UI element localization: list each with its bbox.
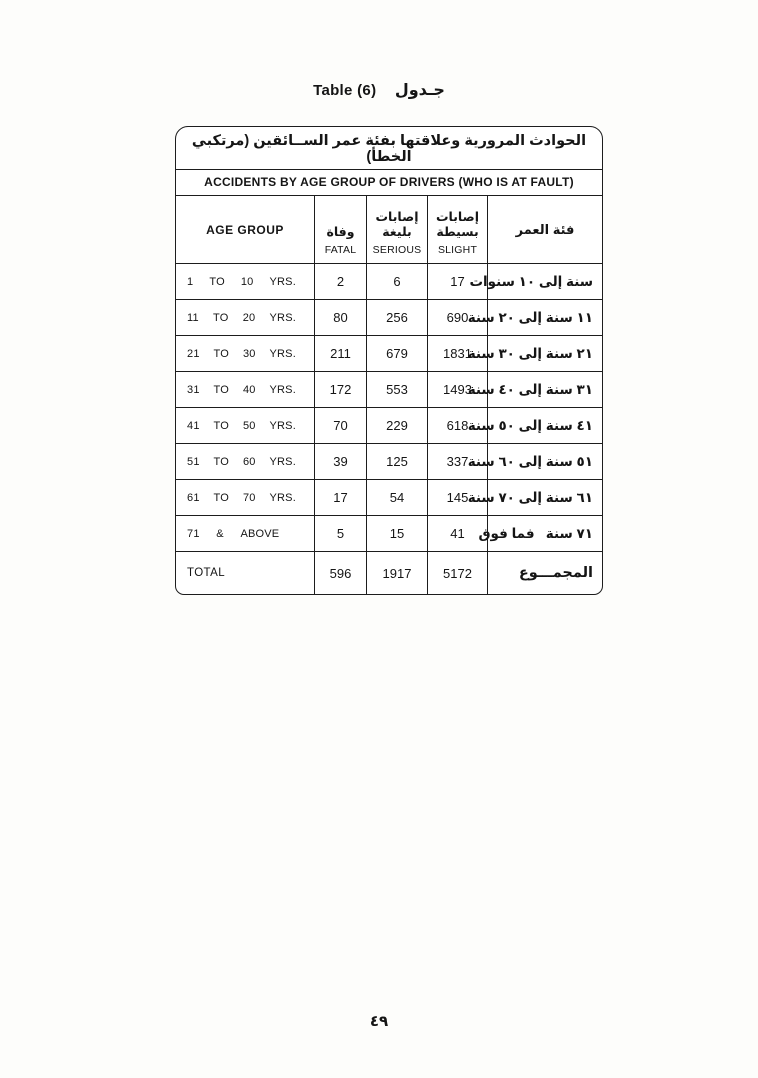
slight-cell: 690: [428, 300, 488, 335]
serious-cell: 679: [367, 336, 428, 371]
age-suffix: YRS.: [269, 455, 296, 468]
age-from: 21: [187, 347, 200, 360]
table-row: [176, 371, 602, 407]
age-to: 60: [242, 455, 256, 468]
age-from: 11: [187, 311, 199, 324]
table-title-english: ACCIDENTS BY AGE GROUP OF DRIVERS (WHO IS AT FAULT): [176, 170, 602, 196]
age-from: 41: [187, 419, 200, 432]
age-to: 10: [240, 275, 254, 288]
accidents-by-age-table: [175, 126, 603, 595]
header-serious-arabic: إصابات بليغة: [375, 209, 419, 240]
age-arabic-cell: ١١ سنة إلى ٢٠ سنة: [467, 309, 593, 325]
age-to-word: TO: [209, 275, 225, 288]
age-from: 71: [187, 527, 200, 540]
age-to: 30: [242, 347, 256, 360]
header-age-category-arabic: فئة العمر: [515, 221, 575, 237]
age-to-word: TO: [213, 311, 229, 324]
header-slight-arabic: إصابات بسيطة: [435, 209, 479, 240]
total-fatal-cell: 596: [315, 552, 367, 594]
fatal-cell: 172: [315, 372, 367, 407]
age-from: 31: [187, 383, 200, 396]
age-suffix: YRS.: [269, 311, 296, 324]
table-row: [176, 263, 602, 299]
age-to-word: TO: [213, 419, 230, 432]
fatal-cell: 5: [315, 516, 367, 551]
age-to: 20: [242, 311, 256, 324]
total-label: TOTAL: [176, 552, 315, 594]
table-row: [176, 515, 602, 551]
age-arabic-cell: ٦١ سنة إلى ٧٠ سنة: [467, 489, 593, 505]
table-title-arabic: الحوادث المرورية وعلاقتها بفئة عمر الســائقين (مرتكبي الخطأ): [176, 127, 602, 170]
serious-cell: 256: [367, 300, 428, 335]
table-total-row: [176, 551, 602, 594]
age-to: 50: [242, 419, 256, 432]
header-serious-english: SERIOUS: [372, 244, 422, 256]
page-title: [0, 80, 758, 100]
age-group-cell: [176, 264, 315, 299]
fatal-cell: 2: [315, 264, 367, 299]
header-fatal-arabic: وفاة: [326, 225, 355, 240]
serious-cell: 229: [367, 408, 428, 443]
age-to: 70: [242, 491, 256, 504]
age-from: 61: [187, 491, 200, 504]
header-fatal: [315, 196, 367, 263]
age-suffix: YRS.: [269, 383, 296, 396]
table-row: [176, 299, 602, 335]
slight-cell: 618: [428, 408, 488, 443]
fatal-cell: 80: [315, 300, 367, 335]
table-row: [176, 443, 602, 479]
age-group-cell: [176, 336, 315, 371]
age-group-cell: [176, 408, 315, 443]
slight-cell: 17: [428, 264, 488, 299]
serious-cell: 6: [367, 264, 428, 299]
age-group-cell: [176, 516, 315, 551]
age-arabic-cell: ٢١ سنة إلى ٣٠ سنة: [467, 345, 593, 361]
age-suffix: YRS.: [269, 275, 296, 288]
serious-cell: 15: [367, 516, 428, 551]
header-slight-english: SLIGHT: [437, 244, 478, 256]
total-serious-cell: 1917: [367, 552, 428, 594]
header-age-group: AGE GROUP: [176, 196, 315, 263]
age-suffix: YRS.: [269, 491, 296, 504]
table-header-row: [176, 196, 602, 263]
age-group-cell: [176, 444, 315, 479]
age-arabic-cell: ٤١ سنة إلى ٥٠ سنة: [467, 417, 593, 433]
table-row: [176, 479, 602, 515]
table-number-arabic: جـدول: [394, 82, 445, 99]
age-group-cell: [176, 372, 315, 407]
serious-cell: 54: [367, 480, 428, 515]
serious-cell: 553: [367, 372, 428, 407]
table-row: [176, 407, 602, 443]
fatal-cell: 211: [315, 336, 367, 371]
age-from: 51: [187, 455, 200, 468]
age-to-word: TO: [213, 383, 230, 396]
fatal-cell: 70: [315, 408, 367, 443]
header-fatal-english: FATAL: [324, 244, 357, 256]
age-to: 40: [242, 383, 256, 396]
age-group-cell: [176, 300, 315, 335]
slight-cell: 41: [428, 516, 488, 551]
page-number: ٤٩: [369, 1013, 389, 1030]
age-arabic-cell: ٣١ سنة إلى ٤٠ سنة: [467, 381, 593, 397]
age-group-cell: [176, 480, 315, 515]
fatal-cell: 39: [315, 444, 367, 479]
age-suffix: YRS.: [269, 419, 296, 432]
age-arabic-cell: ٥١ سنة إلى ٦٠ سنة: [467, 453, 593, 469]
serious-cell: 125: [367, 444, 428, 479]
age-suffix: YRS.: [269, 347, 296, 360]
total-arabic-cell: المجمـــوع: [518, 565, 593, 581]
age-to-word: &: [216, 527, 224, 540]
age-arabic-cell: سنة إلى ١٠ سنوات: [469, 273, 593, 289]
age-to-word: TO: [213, 347, 230, 360]
age-to-word: TO: [213, 455, 230, 468]
age-arabic-cell: ٧١ سنة فما فوق: [478, 525, 593, 541]
total-slight-cell: 5172: [428, 552, 488, 594]
age-to-word: TO: [213, 491, 230, 504]
header-slight: [428, 196, 488, 263]
age-from: 1: [187, 275, 194, 288]
slight-cell: 1831: [428, 336, 488, 371]
age-to: ABOVE: [240, 527, 280, 540]
table-row: [176, 335, 602, 371]
table-number-latin: Table (6): [313, 82, 377, 99]
slight-cell: 337: [428, 444, 488, 479]
slight-cell: 1493: [428, 372, 488, 407]
slight-cell: 145: [428, 480, 488, 515]
fatal-cell: 17: [315, 480, 367, 515]
header-serious: [367, 196, 428, 263]
